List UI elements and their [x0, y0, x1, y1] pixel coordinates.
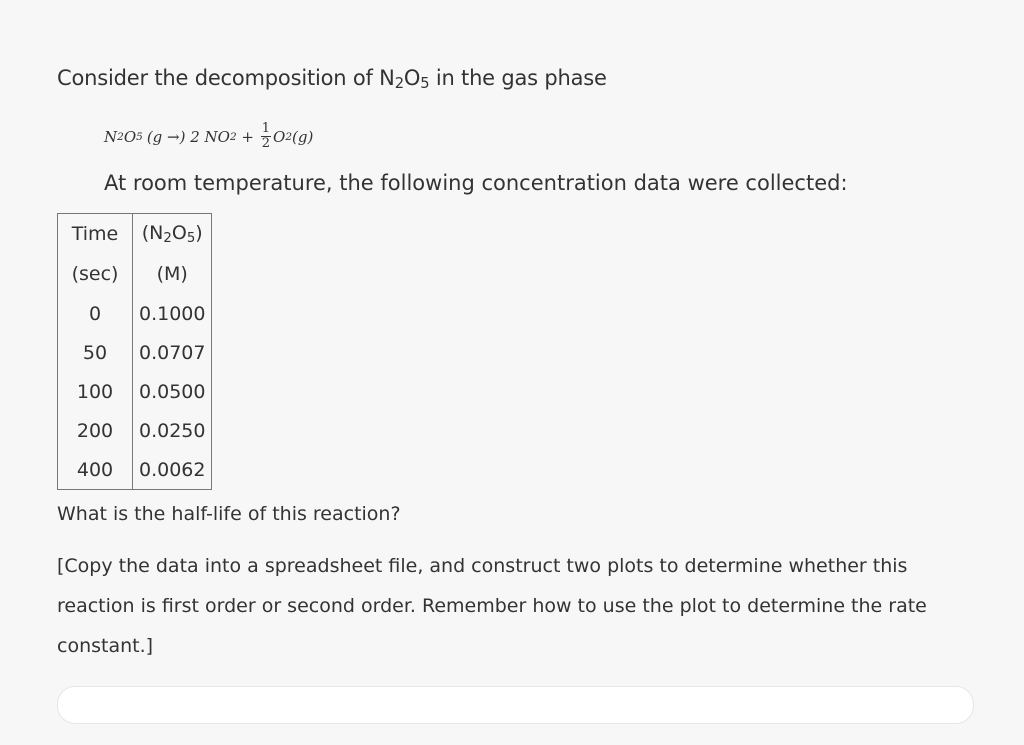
reaction-equation: N 2 O 5 (g →) 2 NO 2 + $\frac{1}{2}$ O 2 (g)	[104, 121, 314, 151]
table-row	[58, 450, 212, 490]
concentration-cell: 0.0500	[139, 380, 206, 403]
concentration-cell: 0.0250	[139, 419, 206, 442]
table-units-row	[58, 254, 212, 294]
time-cell: 50	[58, 333, 133, 372]
concentration-cell: 0.1000	[139, 302, 206, 325]
concentration-header: $(N_2O_5)$	[141, 222, 203, 246]
table-row	[58, 333, 212, 372]
concentration-unit: (M)	[156, 263, 188, 285]
answer-input[interactable]	[57, 686, 974, 724]
instruction-note: [Copy the data into a spreadsheet file, and construct two plots to determine whether this reaction is first order or second order. Remember how to use the plot to determine the rate constant.]	[57, 555, 927, 657]
table-row	[58, 294, 212, 333]
table-row	[58, 411, 212, 450]
concentration-table	[57, 213, 212, 490]
one-half-fraction: $\frac{1}{2}$	[261, 121, 271, 151]
time-cell: 400	[58, 450, 133, 490]
time-cell: 0	[58, 294, 133, 333]
time-unit: (sec)	[58, 254, 133, 294]
table-header-row	[58, 214, 212, 255]
intro-text: Consider the decomposition of $N_2O_5$ in the gas phase	[57, 66, 607, 92]
table-row	[58, 372, 212, 411]
time-header: Time	[58, 214, 133, 255]
room-temperature-text: At room temperature, the following concentration data were collected:	[104, 171, 848, 195]
concentration-cell: 0.0707	[139, 341, 206, 364]
time-cell: 200	[58, 411, 133, 450]
question-text: What is the half-life of this reaction?	[57, 503, 401, 525]
time-cell: 100	[58, 372, 133, 411]
concentration-cell: 0.0062	[139, 458, 206, 481]
